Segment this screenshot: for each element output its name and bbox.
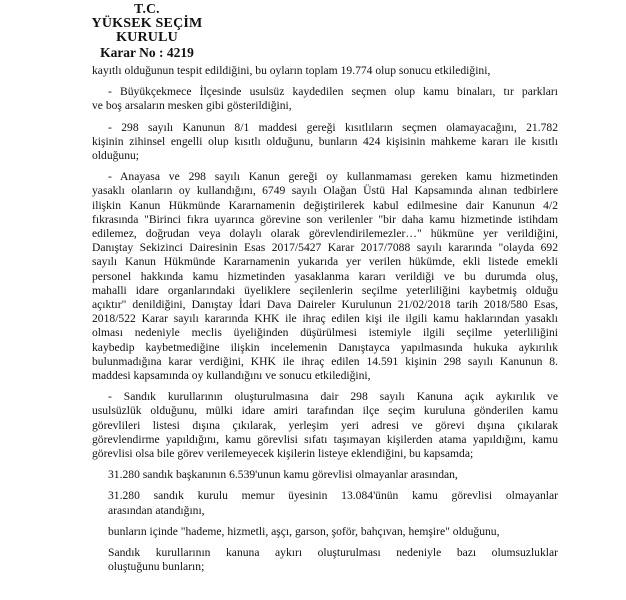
text-line: usulsüzlük olduğunu, mülki idare amiri tarafından ilçe seçim kuruluna gönderilen kamu xyxy=(92,404,558,418)
header-decision-number: Karar No : 4219 xyxy=(100,44,194,60)
text-line: arasından atandığını, xyxy=(108,503,205,517)
text-line: ilişkin Kanun Hükmünde Kararnamenin değiştirilerek kabul edilmesine dair Kanunun 4/2 xyxy=(92,198,558,212)
text-line: kayıtlı olduğunun tespit edildiğini, bu oyların toplam 19.774 olup sonucu etkilediğini, xyxy=(92,64,491,77)
text-line: kaybedip kaybetmediğine ilişkin incelemenin Danıştayca yapılmasında hukuka aykırılık xyxy=(92,340,558,354)
text-line: edilemez, doğrudan veya dolaylı olarak görevlendirilemezler…" hükmüne yer verildiğini, xyxy=(92,227,558,241)
text-line: - 298 sayılı Kanunun 8/1 maddesi gereği kısıtlıların seçmen olamayacağını, 21.782 xyxy=(108,120,558,134)
text-line: personel hakkında kamu hizmetinden yasaklanma kararı verildiği ve bu durumda oluş, xyxy=(92,269,558,283)
paragraph-4 xyxy=(92,170,558,383)
text-line: bulunmadığına karar verdiğini, KHK ile ihraç edilen 14.591 kişinin 298 sayılı Kanunun 8. xyxy=(92,354,558,368)
text-line: görevlisi olsa bile görev verilemeyecek kişilerin listeye eklendiğini, bu kapsamda; xyxy=(92,447,474,461)
document-body xyxy=(92,64,558,582)
text-line: 31.280 sandık başkanının 6.539'unun kamu görevlisi olmayanlar arasından, xyxy=(108,468,458,482)
text-line: kişinin zihinsel engelli olup kısıtlı olduğunu, bunların 424 kişisinin mahkeme kararı ile kısıtlı xyxy=(92,134,558,148)
paragraph-5 xyxy=(92,390,558,461)
text-line: fıkrasında "Birinci fıkra uyarınca görevine son verilenler "bir daha kamu hizmetinde istihdam xyxy=(92,212,558,226)
text-line: 2018/522 Karar sayılı kararında KHK ile ihraç edilen kişi ile ilgili kamu haklarından yasaklı xyxy=(92,312,558,326)
text-line: görevlendirme yapıldığını, kamu görevlisi sıfatı taşımayan kişilerden atama yapıldığını, kamu xyxy=(92,432,558,446)
text-line: oluştuğunu bunların; xyxy=(108,560,205,574)
paragraph-2 xyxy=(92,85,558,113)
text-line: mahalli idare organlarındaki üyeliklere seçilenlerin seçilme yeterliliğini kaybetmiş olduğu xyxy=(92,283,558,297)
paragraph-8 xyxy=(92,525,558,539)
text-line: olması nedeniyle meclis üyeliğinden düşürülmesi istemiyle ilgili seçilme yeterliliğini xyxy=(92,326,558,340)
paragraph-6 xyxy=(92,468,558,482)
header-organization: YÜKSEK SEÇİM KURULU xyxy=(91,15,203,45)
paragraph-9 xyxy=(92,546,558,574)
text-line: ve boş arsaların mesken gibi gösterildiğini, xyxy=(92,99,292,113)
text-line: - Büyükçekmece İlçesinde usulsüz kaydedilen seçmen olup kamu binaları, tır parkları xyxy=(108,85,558,99)
text-line: - Anayasa ve 298 sayılı Kanun gereği oy kullanmaması gereken kamu hizmetinden xyxy=(108,170,558,184)
text-line: 31.280 sandık kurulu memur üyesinin 13.084'ünün kamu görevlisi olmayanlar xyxy=(108,489,558,503)
text-line: maddesi kapsamında oy kullandığını ve sonucu etkilediğini, xyxy=(92,369,371,383)
text-line: bunların içinde "hademe, hizmetli, aşçı, garson, şoför, bahçıvan, hemşire" olduğunu, xyxy=(108,524,500,538)
text-line: Danıştay Sekizinci Dairesinin Esas 2017/5427 Karar 2017/7088 sayılı kararında "olayda 692 xyxy=(92,241,558,255)
paragraph-7 xyxy=(92,489,558,517)
text-line: Sandık kurullarının kanuna aykırı oluşturulması nedeniyle bazı olumsuzluklar xyxy=(108,546,558,560)
text-line: yasaklı olanların oy kullandığını, 6749 sayılı Olağan Üstü Hal Kapsamında alınan tedbirlere xyxy=(92,184,558,198)
paragraph-3 xyxy=(92,121,558,164)
document-header xyxy=(62,2,232,60)
text-line: sayılı Kanun Hükmünde Kararnamenin yukarıda yer verilen hükümde, ekli listede emekli xyxy=(92,255,558,269)
text-line: görevlileri listesi dışına çıkılarak, yerleşim yeri adresi ve görevi dışına çıkılarak xyxy=(92,418,558,432)
text-line: - Sandık kurullarının oluşturulmasına dair 298 sayılı Kanuna açık aykırılık ve xyxy=(108,390,558,404)
header-tc: T.C. xyxy=(134,1,160,16)
text-line: açıktır" denildiğini, Danıştay İdari Dava Daireler Kurulunun 21/02/2018 tarih 2018/580 Esas, xyxy=(92,298,558,312)
paragraph-1 xyxy=(92,64,558,78)
text-line: olduğunu; xyxy=(92,149,140,163)
